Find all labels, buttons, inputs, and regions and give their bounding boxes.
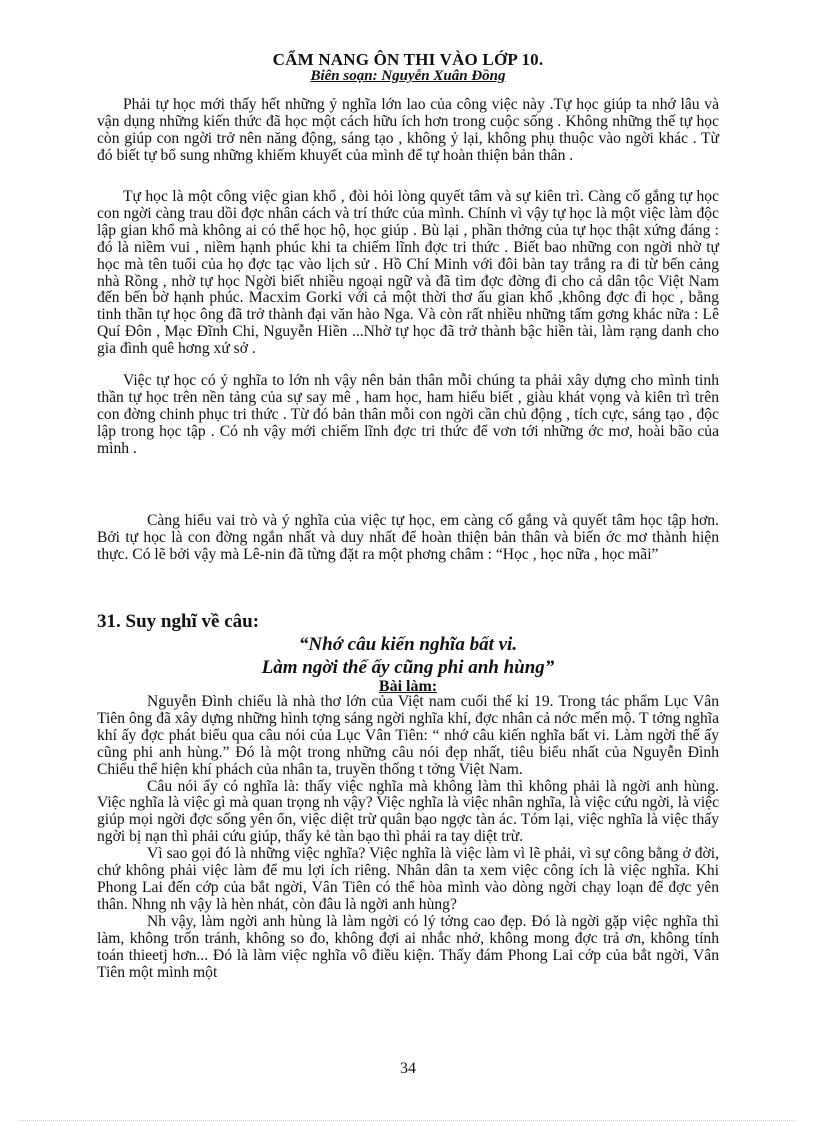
answer-paragraph-4: Nh vậy, làm ngời anh hùng là làm ngời có lý tởng cao đẹp. Đó là ngời gặp việc nghĩa thì làm, không trốn tránh, không so đo, không đợi ai nhắc nhở, không mong đợc trả ơn, không tính toán thieetj hơn... Đó là làm việc nghĩa vô điều kiện. Thấy đám Phong Lai cớp của bắt ngời, Vân Tiên một mình một (97, 912, 719, 981)
answer-paragraph-3: Vì sao gọi đó là những việc nghĩa? Việc nghĩa là việc làm vì lẽ phải, vì sự công bằng ở đời, chứ không phải việc làm để mu lợi ích riêng. Nhân dân ta xem việc công ích là việc nghĩa. Khi Phong Lai đến cớp của bắt ngời, Vân Tiên có thể hòa mình vào dòng ngời chạy loạn để đợc yên thân. Nhng nh vậy là hèn nhát, còn đâu là ngời anh hùng? (97, 845, 719, 913)
paragraph-text: Càng hiểu vai trò và ý nghĩa của việc tự học, em càng cố gắng và quyết tâm học tập hơn. Bởi tự học là con đờng ngắn nhất và duy nhất để hoàn thiện bản thân và biến ớc mơ thành hiện thực. Có lẽ bởi vậy mà Lê-nin đã từng đặt ra một phơng châm : “Học , học nữa , học mãi” (97, 512, 719, 563)
essay-paragraph-2 (97, 189, 719, 358)
answer-paragraph-2: Câu nói ấy có nghĩa là: thấy việc nghĩa mà không làm thì không phải là ngời anh hùng. Việc nghĩa là việc gì mà quan trọng nh vậy? Việc nghĩa là việc nhân nghĩa, là việc cứu ngời, là việc giúp mọi ngời đợc sống yên ổn, việc diệt trừ quân bạo ngợc tàn ác. Tóm lại, việc nghĩa là việc thấy ngời bị nạn thì phải cứu giúp, thấy kẻ tàn bạo thì phải ra tay diệt trừ. (97, 777, 719, 846)
header-author: Biên soạn: Nguyễn Xuân Đồng (310, 68, 506, 84)
essay-paragraph-3 (97, 373, 719, 458)
paragraph-text: Tự học là một công việc gian khổ , đòi hỏi lòng quyết tâm và sự kiên trì. Càng cố gắng tự học con ngời càng trau dồi đợc nhân cách và trí thức của mình. Chính vì vậy tự học là một việc làm độc lập gian khổ mà không ai có thể học hộ, học giúp . Bù lại , phần thởng của tự học thật xứng đáng : đó là niềm vui , niềm hạnh phúc khi ta chiếm lĩnh đợc tri thức . Biết bao những con ngời nhờ tự học mà tên tuổi của họ đợc tạc vào lịch sử . Hồ Chí Minh với đôi bàn tay trắng ra đi từ bến cảng nhà Rồng , nhờ tự học Ngời biết nhiều ngoại ngữ và đã tìm đợc đờng đi cho cả dân tộc Việt Nam đến bến bờ hạnh phúc. Macxim Gorki với cả một thời thơ ấu gian khổ ,không đợc đi học , bằng tinh thần tự học ông đã trở thành đại văn hào Nga. Và còn rất nhiều những tấm gơng khác nữa : Lê Quí Đôn , Mạc Đĩnh Chi, Nguyễn Hiền ...Nhờ tự học đã trở thành bậc hiền tài, làm rạng danh cho gia đình quê hơng xứ sở . (97, 188, 719, 358)
essay-paragraph-4 (97, 513, 719, 564)
bottom-divider (20, 1120, 796, 1121)
essay-paragraph-1 (97, 97, 719, 165)
paragraph-text: Phải tự học mới thấy hết những ý nghĩa lớn lao của công việc này .Tự học giúp ta nhớ lâu và vận dụng những kiến thức đã học một cách hữu ích hơn trong cuộc sống . Không những thế tự học còn giúp con ngời trở nên năng động, sáng tạo , không ỷ lại, không phụ thuộc vào ngời khác . Từ đó biết tự bổ sung những khiếm khuyết của mình để tự hoàn thiện bản thân . (97, 96, 719, 164)
answer-body (97, 694, 719, 981)
header-title: CẨM NANG ÔN THI VÀO LỚP 10. (272, 50, 544, 69)
answer-paragraph-1: Nguyễn Đình chiểu là nhà thơ lớn của Việt nam cuối thế kỉ 19. Trong tác phẩm Lục Vân Tiên ông đã xây dựng những hình tợng sáng ngời nghĩa khí, đợc nhân cả nớc mến mộ. T tởng nghĩa khí ấy đợc phát biểu qua câu nói của Lục Vân Tiên: “ nhớ câu kiến nghĩa bất vi. Làm ngời thế ấy cũng phi anh hùng.” Đó là một trong những câu nói đẹp nhất, tiêu biểu nhất của Nguyễn Đình Chiểu thể hiện khí phách của nhân ta, truyền thống t tởng Việt Nam. (97, 693, 719, 778)
page-number: 34 (400, 1060, 416, 1077)
bai-lam-label: Bài làm: (378, 678, 438, 695)
quote-line-1: “Nhớ câu kiến nghĩa bất vi. (298, 634, 518, 655)
paragraph-text: Việc tự học có ý nghĩa to lớn nh vậy nên bản thân mỗi chúng ta phải xây dựng cho mình tinh thần tự học trên nền tảng của sự say mê , ham học, ham hiểu biết , giàu khát vọng và kiên trì trên con đờng chinh phục tri thức . Từ đó bản thân mỗi con ngời cần chủ động , tích cực, sáng tạo , độc lập trong học tập . Có nh vậy mới chiếm lĩnh đợc tri thức để vơn tới những ớc mơ, hoài bão của mình . (97, 372, 719, 457)
section-title: 31. Suy nghĩ về câu: (97, 611, 260, 632)
quote-line-2: Làm ngời thế ấy cũng phi anh hùng” (261, 657, 555, 678)
